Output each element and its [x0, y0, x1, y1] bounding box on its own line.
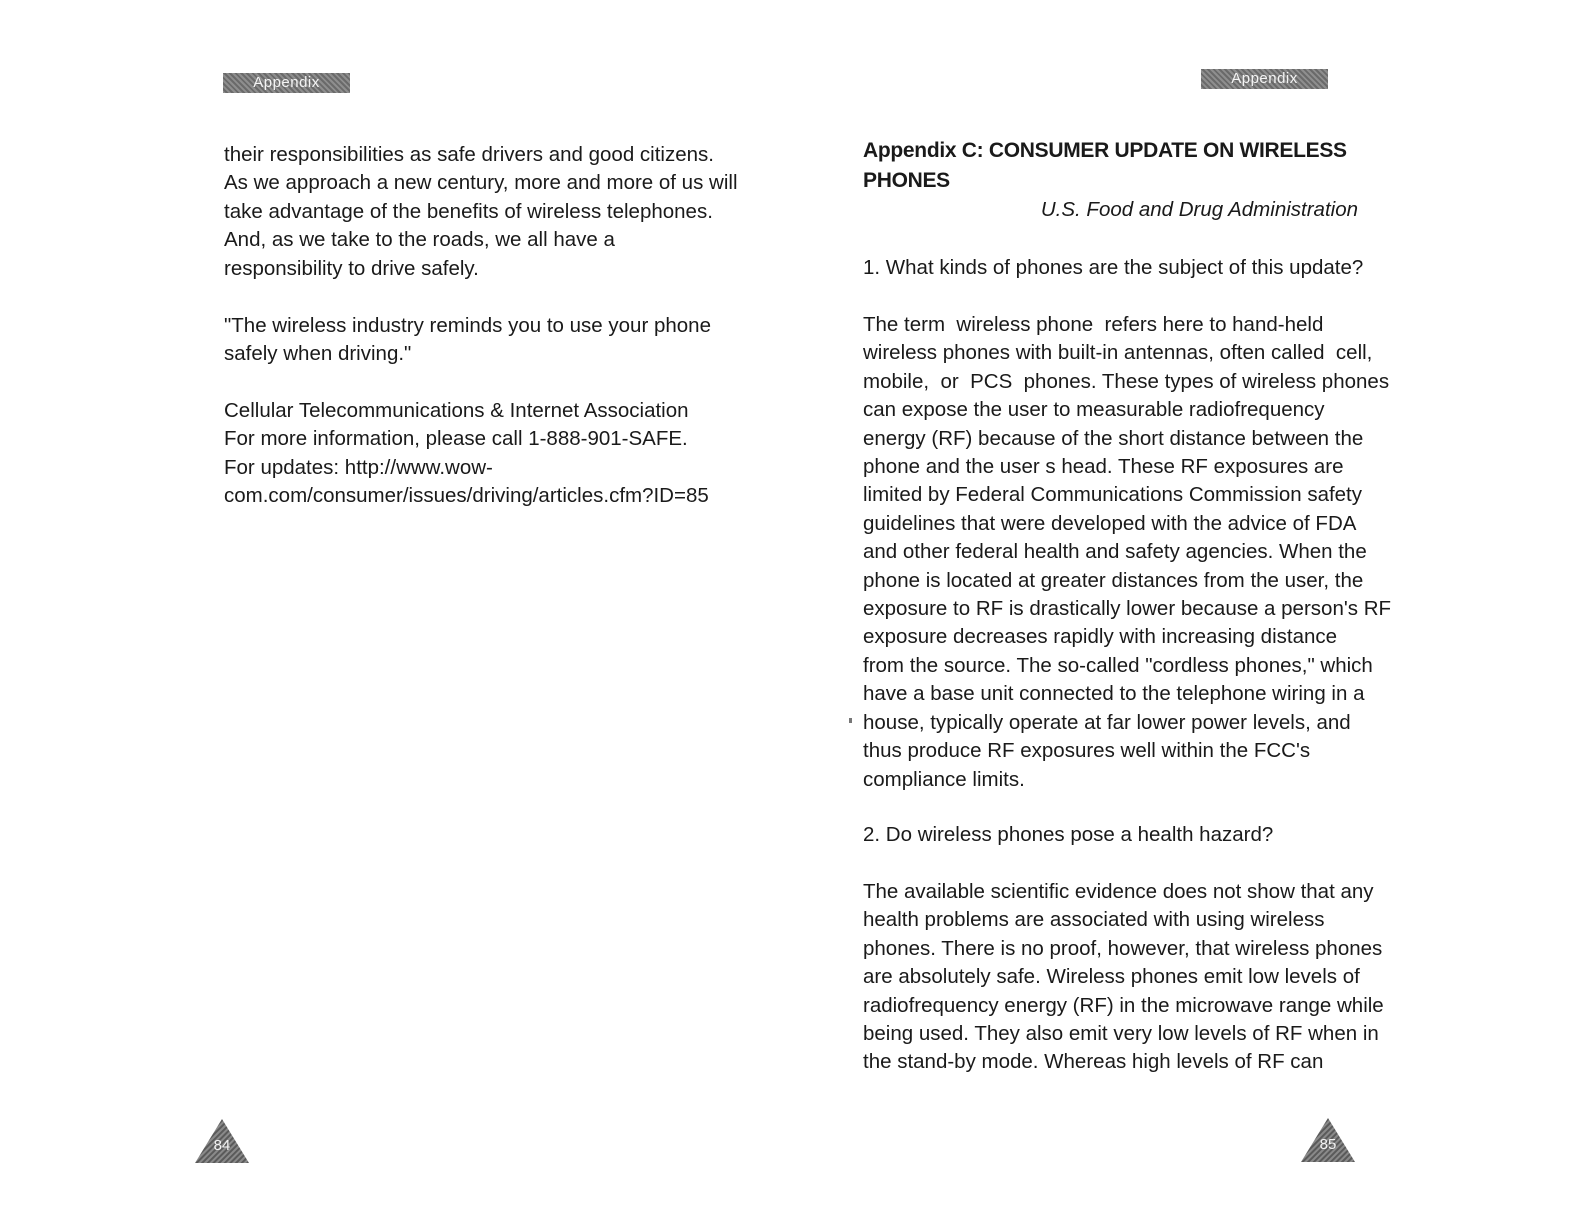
title-line: PHONES — [863, 169, 950, 192]
text-line: phones. There is no proof, however, that wireless phones — [863, 936, 1383, 960]
page-number: 84 — [213, 1137, 231, 1154]
text-line: The available scientific evidence does not show that any — [863, 880, 1374, 903]
text-line: Cellular Telecommunications & Internet Association — [224, 399, 689, 422]
text-line: being used. They also emit very low levels of RF when in — [863, 1022, 1379, 1046]
text-line: are absolutely safe. Wireless phones emit low levels of — [863, 965, 1360, 989]
title-line: Appendix C: CONSUMER UPDATE ON WIRELESS — [863, 139, 1347, 162]
text-line: radiofrequency energy (RF) in the microwave range while — [863, 993, 1384, 1017]
text-line: house, typically operate at far lower power levels, and — [863, 710, 1351, 734]
text-line: 1. What kinds of phones are the subject of this update? — [863, 256, 1364, 279]
scan-artifact — [849, 718, 852, 723]
answer-1 — [863, 311, 1391, 794]
text-line: and other federal health and safety agencies. When the — [863, 540, 1367, 564]
page-number-marker — [193, 1117, 251, 1165]
question-2 — [863, 821, 1273, 849]
text-line: energy (RF) because of the short distance between the — [863, 426, 1364, 450]
text-line: exposure to RF is drastically lower because a person's RF — [863, 597, 1392, 621]
text-line: wireless phones with built-in antennas, often called cell, — [863, 341, 1373, 365]
text-line: compliance limits. — [863, 767, 1025, 791]
appendix-title — [863, 136, 1347, 196]
right-page — [789, 0, 1578, 1221]
text-line: For more information, please call 1-888-901-SAFE. — [224, 427, 688, 451]
text-line: can expose the user to measurable radiofrequency — [863, 398, 1325, 422]
text-line: For updates: http://www.wow- — [224, 455, 493, 479]
header-tab: Appendix — [223, 73, 350, 93]
text-line: phone is located at greater distances from the user, the — [863, 568, 1364, 592]
text-line: guidelines that were developed with the advice of FDA — [863, 511, 1357, 535]
text-line: mobile, or PCS phones. These types of wireless phones — [863, 369, 1390, 393]
question-1 — [863, 254, 1363, 282]
text-line: limited by Federal Communications Commission safety — [863, 483, 1363, 507]
paragraph-driving-responsibility — [224, 141, 738, 283]
text-line: health problems are associated with using wireless — [863, 908, 1325, 932]
text-line: responsibility to drive safely. — [224, 256, 479, 280]
text-line: And, as we take to the roads, we all have a — [224, 228, 615, 252]
text-line: 2. Do wireless phones pose a health hazard? — [863, 823, 1274, 846]
text-line: The term wireless phone refers here to hand-held — [863, 313, 1324, 336]
text-line: safely when driving." — [224, 342, 412, 366]
paragraph-industry-quote — [224, 312, 711, 369]
text-line: their responsibilities as safe drivers and good citizens. — [224, 143, 714, 166]
text-line: com.com/consumer/issues/driving/articles.cfm?ID=85 — [224, 484, 709, 508]
text-line: take advantage of the benefits of wireless telephones. — [224, 199, 713, 223]
text-line: have a base unit connected to the telephone wiring in a — [863, 682, 1365, 706]
text-line: exposure decreases rapidly with increasing distance — [863, 625, 1338, 649]
byline: U.S. Food and Drug Administration — [1040, 198, 1358, 221]
answer-2 — [863, 878, 1384, 1077]
page-number-marker — [1299, 1116, 1357, 1164]
text-line: phone and the user s head. These RF exposures are — [863, 455, 1344, 479]
text-line: the stand-by mode. Whereas high levels of RF can — [863, 1050, 1324, 1074]
text-line: As we approach a new century, more and more of us will — [224, 171, 738, 195]
text-line: thus produce RF exposures well within the FCC's — [863, 739, 1311, 763]
page-number: 85 — [1319, 1136, 1337, 1153]
header-tab: Appendix — [1201, 69, 1328, 89]
paragraph-contact-info — [224, 397, 709, 511]
text-line: from the source. The so-called "cordless phones," which — [863, 653, 1373, 677]
text-line: "The wireless industry reminds you to use your phone — [224, 314, 711, 337]
